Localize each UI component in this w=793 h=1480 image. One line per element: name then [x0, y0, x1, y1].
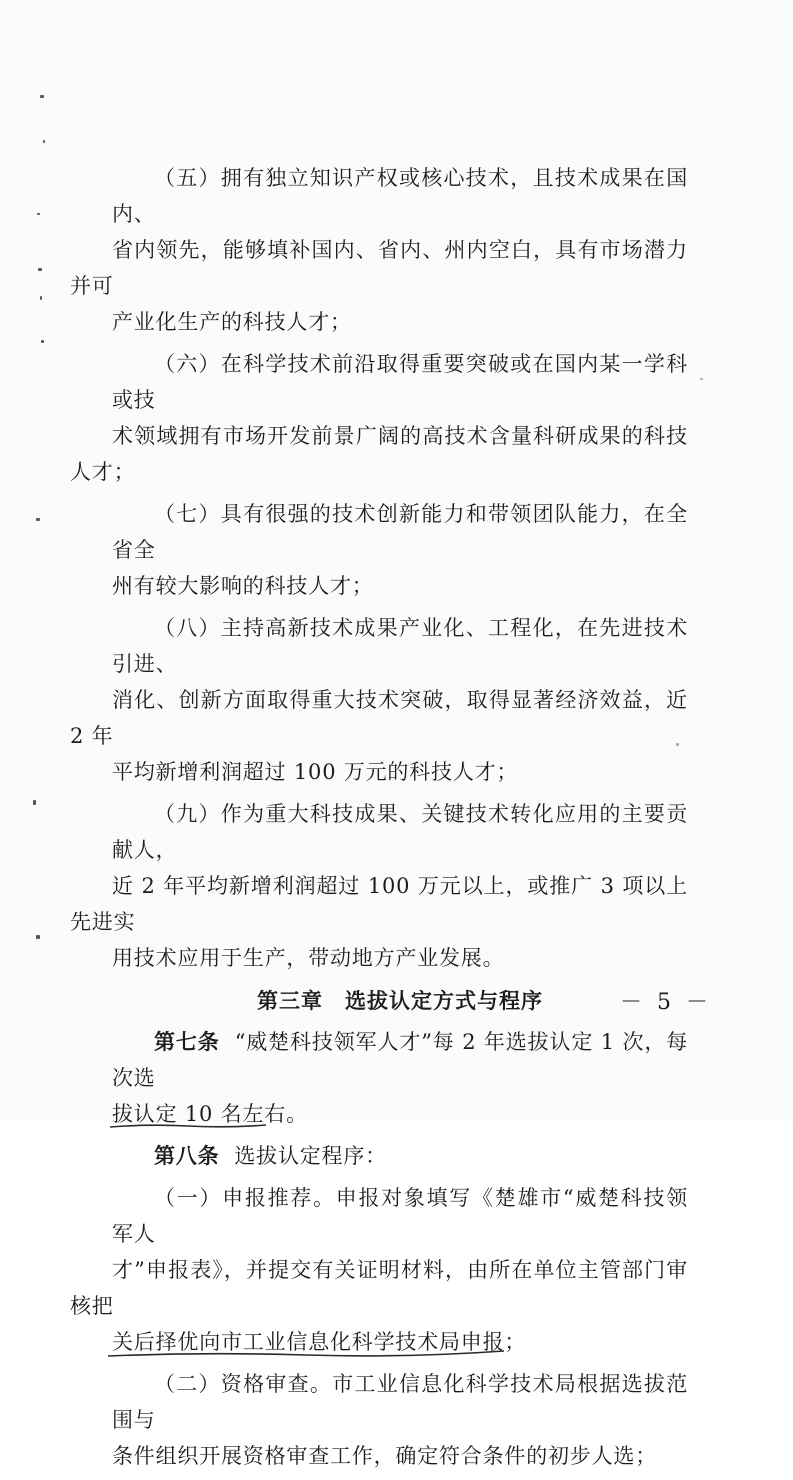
text-line: 平均新增利润超过 100 万元的科技人才；: [112, 760, 519, 784]
article-8: [112, 1138, 688, 1174]
step-1: [70, 1180, 688, 1360]
text-fragment: ；: [504, 1330, 527, 1354]
scan-speck: [700, 378, 703, 380]
text-line: 条件组织开展资格审查工作，确定符合条件的初步人选；: [112, 1444, 657, 1468]
underlined-text: 关后择优向市工业信息化科学技术局申报: [112, 1330, 505, 1354]
scan-speck: [43, 140, 45, 143]
scan-speck: [38, 268, 42, 271]
text-line: [112, 1024, 688, 1096]
article-text: 选拔认定程序：: [234, 1144, 387, 1168]
text-line: [70, 1096, 688, 1132]
chapter-title: 第三章 选拔认定方式与程序: [257, 989, 543, 1013]
scan-speck: [36, 935, 40, 939]
article-label: 第七条: [154, 1030, 220, 1054]
text-line: （六）在科学技术前沿取得重要突破或在国内某一学科或技: [112, 352, 688, 412]
text-line: [70, 1324, 688, 1360]
text-line: （一）申报推荐。申报对象填写《楚雄市“威楚科技领军人: [112, 1186, 688, 1246]
scan-speck: [40, 95, 44, 98]
scan-speck: [40, 296, 42, 300]
handwritten-underline-segment: [112, 1102, 286, 1126]
paragraph-item-6: [70, 346, 688, 490]
scan-speck: [37, 213, 40, 215]
text-line: （八）主持高新技术成果产业化、工程化，在先进技术引进、: [112, 616, 688, 676]
paragraph-item-8: [70, 610, 688, 790]
text-line: 产业化生产的科技人才；: [112, 310, 352, 334]
text-line: 近 2 年平均新增利润超过 100 万元以上，或推广 3 项以上先进实: [70, 874, 688, 934]
text-fragment: 。: [286, 1102, 308, 1126]
paragraph-item-7: [112, 496, 688, 604]
page-number: － 5 －: [620, 990, 712, 1015]
scan-speck: [36, 518, 40, 521]
step-2: [112, 1366, 688, 1474]
text-line: [112, 1138, 688, 1174]
text-line: 州有较大影响的科技人才；: [112, 574, 374, 598]
article-text: “威楚科技领军人才”每 2 年选拔认定 1 次，每次选: [112, 1030, 688, 1090]
handwritten-underline-segment: [112, 1330, 504, 1354]
text-line: （二）资格审查。市工业信息化科学技术局根据选拔范围与: [112, 1372, 688, 1432]
scan-speck: [33, 800, 36, 805]
underlined-text: 拔认定 10 名左右: [112, 1102, 287, 1126]
text-line: （九）作为重大科技成果、关键技术转化应用的主要贡献人，: [112, 802, 688, 862]
paragraph-item-9: [70, 796, 688, 976]
text-line: （五）拥有独立知识产权或核心技术，且技术成果在国内、: [112, 166, 688, 226]
text-line: （七）具有很强的技术创新能力和带领团队能力，在全省全: [112, 502, 688, 562]
text-line: 消化、创新方面取得重大技术突破，取得显著经济效益，近 2 年: [70, 688, 688, 748]
text-line: 才”申报表》，并提交有关证明材料，由所在单位主管部门审核把: [70, 1258, 688, 1318]
text-line: 省内领先，能够填补国内、省内、州内空白，具有市场潜力并可: [70, 238, 688, 298]
text-line: 术领域拥有市场开发前景广阔的高技术含量科研成果的科技人才；: [70, 424, 688, 484]
scan-speck: [41, 340, 44, 343]
article-label: 第八条: [154, 1144, 220, 1168]
document-body: [70, 160, 688, 1480]
article-7: [112, 1024, 688, 1132]
text-line: 用技术应用于生产，带动地方产业发展。: [112, 946, 505, 970]
paragraph-item-5: [70, 160, 688, 340]
